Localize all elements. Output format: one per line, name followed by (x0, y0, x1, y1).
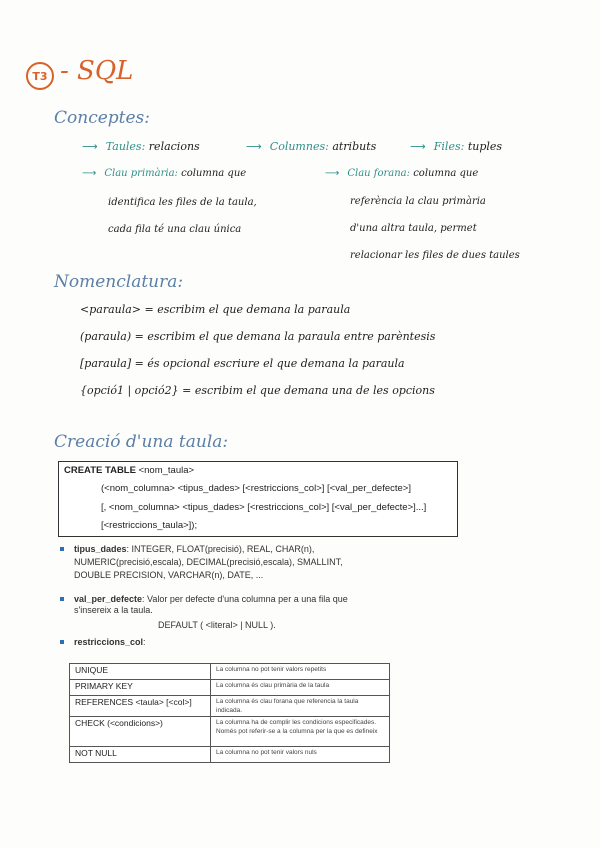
bullet-square-icon (60, 547, 64, 551)
chapter-badge: T3 (26, 62, 54, 90)
concept-clau-forana: ⟶ Clau forana: columna que (325, 168, 479, 179)
page-title: - SQL (60, 56, 134, 86)
bullet-restriccions-col: restriccions_col: (60, 637, 260, 651)
constraint-description: La columna ha de complir les condicions especificades. Només pot referir-se a la columna per la que es defineix (211, 717, 390, 747)
arrow-right-icon: ⟶ (82, 168, 97, 179)
constraint-name: UNIQUE (70, 664, 211, 680)
nomenclatura-row: [paraula] = és opcional escriure el que demana la paraula (80, 357, 405, 370)
constraint-description: La columna és clau primària de la taula (211, 680, 390, 696)
nomenclatura-heading: Nomenclatura: (54, 272, 184, 292)
constraint-name: NOT NULL (70, 747, 211, 763)
table-row (70, 664, 390, 680)
table-row (70, 747, 390, 763)
syntax-line: [<restriccions_taula>]); (101, 520, 198, 531)
syntax-line: CREATE TABLE <nom_taula> (64, 465, 195, 476)
arrow-right-icon: ⟶ (325, 168, 340, 179)
constraints-table (69, 663, 390, 763)
arrow-right-icon: ⟶ (410, 140, 426, 153)
syntax-line: [, <nom_columna> <tipus_dades> [<restriccions_col>] [<val_per_defecte>]...] (101, 502, 427, 513)
concept-columnes: ⟶ Columnes: atributs (246, 140, 377, 153)
bullet-square-icon (60, 597, 64, 601)
nomenclatura-row: {opció1 | opció2} = escribim el que demana una de les opcions (80, 384, 435, 397)
constraint-name: CHECK (<condicions>) (70, 717, 211, 747)
clau-forana-line: relacionar les files de dues taules (350, 250, 520, 261)
bullet-square-icon (60, 640, 64, 644)
table-row (70, 696, 390, 717)
arrow-right-icon: ⟶ (246, 140, 262, 153)
nomenclatura-row: <paraula> = escribim el que demana la paraula (80, 303, 351, 316)
concept-files: ⟶ Files: tuples (410, 140, 503, 153)
bullet-val-per-defecte: val_per_defecte: Valor per defecte d'una columna per a una fila que s'insereix a la taula. DEFAULT ( <literal> | NULL ). (60, 594, 360, 634)
nomenclatura-row: (paraula) = escribim el que demana la paraula entre parèntesis (80, 330, 436, 343)
constraint-description: La columna no pot tenir valors repetits (211, 664, 390, 680)
concept-taules: ⟶ Taules: relacions (82, 140, 200, 153)
creacio-heading: Creació d'una taula: (54, 432, 229, 452)
arrow-right-icon: ⟶ (82, 140, 98, 153)
syntax-line: (<nom_columna> <tipus_dades> [<restriccions_col>] [<val_per_defecte>] (101, 483, 411, 494)
constraint-description: La columna no pot tenir valors nuls (211, 747, 390, 763)
constraint-description: La columna és clau forana que referencia la taula indicada. (211, 696, 390, 717)
constraint-name: REFERENCES <taula> [<col>] (70, 696, 211, 717)
clau-primaria-line: cada fila té una clau única (108, 224, 242, 235)
conceptes-heading: Conceptes: (54, 108, 150, 128)
create-table-syntax-box (58, 461, 458, 537)
clau-forana-line: d'una altra taula, permet (350, 223, 477, 234)
clau-primaria-line: identifica les files de la taula, (108, 197, 257, 208)
table-row (70, 717, 390, 747)
concept-clau-primaria: ⟶ Clau primària: columna que (82, 168, 247, 179)
constraint-name: PRIMARY KEY (70, 680, 211, 696)
table-row (70, 680, 390, 696)
clau-forana-line: referència la clau primària (350, 196, 486, 207)
bullet-tipus-dades: tipus_dades: INTEGER, FLOAT(precisió), REAL, CHAR(n), NUMERIC(precisió,escala), DECIMAL(precisió,escala), SMALLINT, DOUBLE PRECISION, VARCHAR(n), DATE, ... (60, 544, 360, 584)
